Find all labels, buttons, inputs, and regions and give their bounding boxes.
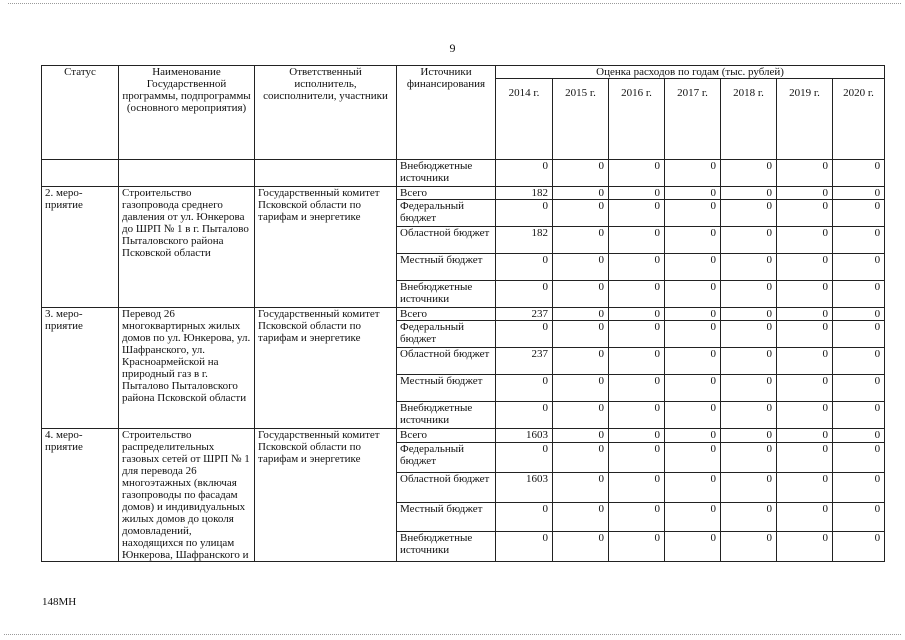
value-cell: 0 [665,308,721,321]
value-cell: 0 [833,375,885,402]
value-cell: 0 [609,375,665,402]
header-year: 2019 г. [777,79,833,160]
value-cell: 237 [496,308,553,321]
value-cell: 0 [721,281,777,308]
responsible-cell [255,160,397,187]
value-cell: 0 [553,281,609,308]
source-cell: Внебюджетные источники [397,402,496,429]
value-cell: 0 [553,187,609,200]
header-name: Наименование Государственной программы, подпрограммы (основного мероприятия) [119,66,255,160]
source-cell: Областной бюджет [397,472,496,502]
table-body [42,160,885,562]
value-cell: 0 [496,375,553,402]
value-cell: 0 [553,472,609,502]
status-cell [42,160,119,187]
header-year: 2015 г. [553,79,609,160]
header-year: 2014 г. [496,79,553,160]
value-cell: 0 [721,429,777,443]
responsible-cell: Государственный комитет Псковской области по тарифам и энергетике [255,187,397,308]
value-cell: 0 [553,532,609,562]
source-cell: Федеральный бюджет [397,443,496,473]
value-cell: 0 [833,348,885,375]
source-cell: Всего [397,308,496,321]
value-cell: 0 [496,254,553,281]
header-responsible: Ответственный исполнитель, соисполнители, участники [255,66,397,160]
value-cell: 0 [496,443,553,473]
value-cell: 0 [721,187,777,200]
value-cell: 0 [609,348,665,375]
value-cell: 0 [833,281,885,308]
value-cell: 0 [721,254,777,281]
value-cell: 0 [777,160,833,187]
value-cell: 0 [553,348,609,375]
value-cell: 0 [721,321,777,348]
value-cell: 0 [609,187,665,200]
document-code: 148МН [42,596,77,608]
value-cell: 0 [665,472,721,502]
value-cell: 0 [609,321,665,348]
value-cell: 0 [721,502,777,532]
value-cell: 0 [496,502,553,532]
value-cell: 0 [833,254,885,281]
value-cell: 0 [721,443,777,473]
status-cell: 3. меро- приятие [42,308,119,429]
value-cell: 0 [496,402,553,429]
value-cell: 0 [553,200,609,227]
value-cell: 0 [665,402,721,429]
value-cell: 0 [609,472,665,502]
value-cell: 0 [553,443,609,473]
responsible-cell: Государственный комитет Псковской области по тарифам и энергетике [255,429,397,562]
value-cell: 0 [665,160,721,187]
bottom-edge-line [4,634,901,635]
value-cell: 0 [833,321,885,348]
header-sources: Источники финансирования [397,66,496,160]
value-cell: 0 [833,160,885,187]
header-year: 2016 г. [609,79,665,160]
name-cell: Перевод 26 многоквартирных жилых домов по ул. Юнкерова, ул. Шафранского, ул. Красноармейской на природный газ в г. Пыталово Пыталовского района Псковской области [119,308,255,429]
value-cell: 0 [609,200,665,227]
value-cell: 0 [777,472,833,502]
value-cell: 0 [777,375,833,402]
value-cell: 0 [609,429,665,443]
value-cell: 0 [721,472,777,502]
value-cell: 0 [777,443,833,473]
value-cell: 0 [721,227,777,254]
source-cell: Внебюджетные источники [397,532,496,562]
value-cell: 0 [833,308,885,321]
value-cell: 0 [609,254,665,281]
name-cell [119,160,255,187]
value-cell: 0 [496,281,553,308]
source-cell: Местный бюджет [397,375,496,402]
value-cell: 0 [609,227,665,254]
value-cell: 0 [721,200,777,227]
value-cell: 0 [665,375,721,402]
value-cell: 0 [777,200,833,227]
value-cell: 0 [665,429,721,443]
value-cell: 0 [721,375,777,402]
value-cell: 0 [721,308,777,321]
value-cell: 0 [833,200,885,227]
value-cell: 0 [721,348,777,375]
value-cell: 0 [665,502,721,532]
source-cell: Областной бюджет [397,227,496,254]
value-cell: 0 [721,532,777,562]
table-row [42,187,885,200]
expenses-table [41,65,885,562]
value-cell: 1603 [496,472,553,502]
source-cell: Всего [397,187,496,200]
table-row [42,308,885,321]
value-cell: 237 [496,348,553,375]
name-cell: Строительство газопровода среднего давления от ул. Юнкерова до ШРП № 1 в г. Пыталово Пыталовского района Псковской области [119,187,255,308]
status-cell: 2. меро- приятие [42,187,119,308]
value-cell: 0 [833,429,885,443]
source-cell: Внебюджетные источники [397,160,496,187]
value-cell: 0 [777,187,833,200]
value-cell: 0 [553,160,609,187]
value-cell: 0 [496,200,553,227]
value-cell: 0 [609,502,665,532]
value-cell: 0 [777,502,833,532]
source-cell: Всего [397,429,496,443]
value-cell: 0 [665,532,721,562]
value-cell: 0 [553,402,609,429]
value-cell: 0 [553,502,609,532]
value-cell: 0 [496,160,553,187]
value-cell: 0 [777,227,833,254]
value-cell: 0 [609,281,665,308]
value-cell: 0 [833,502,885,532]
value-cell: 0 [777,321,833,348]
value-cell: 0 [609,402,665,429]
value-cell: 0 [777,429,833,443]
value-cell: 0 [553,429,609,443]
value-cell: 0 [665,254,721,281]
source-cell: Внебюджетные источники [397,281,496,308]
source-cell: Федеральный бюджет [397,321,496,348]
source-cell: Областной бюджет [397,348,496,375]
source-cell: Федеральный бюджет [397,200,496,227]
value-cell: 0 [553,227,609,254]
value-cell: 0 [609,308,665,321]
value-cell: 0 [833,227,885,254]
value-cell: 0 [553,308,609,321]
top-edge-line [8,3,901,4]
header-estimate: Оценка расходов по годам (тыс. рублей) [496,66,885,79]
value-cell: 0 [553,375,609,402]
responsible-cell: Государственный комитет Псковской области по тарифам и энергетике [255,308,397,429]
value-cell: 0 [665,348,721,375]
value-cell: 0 [665,187,721,200]
value-cell: 0 [665,281,721,308]
value-cell: 0 [833,472,885,502]
source-cell: Местный бюджет [397,502,496,532]
name-cell: Строительство распределительных газовых сетей от ШРП № 1 для перевода 26 многоэтажных (включая газопроводы по фасадам домов) и индивидуальных жилых домов до цоколя домовладений, находящихся по улицам Юнкерова, Шафранского и [119,429,255,562]
value-cell: 0 [609,532,665,562]
header-row-top [42,66,885,79]
source-cell: Местный бюджет [397,254,496,281]
value-cell: 0 [777,402,833,429]
value-cell: 182 [496,227,553,254]
value-cell: 0 [665,227,721,254]
value-cell: 182 [496,187,553,200]
value-cell: 0 [833,187,885,200]
header-status: Статус [42,66,119,160]
value-cell: 0 [721,402,777,429]
status-cell: 4. меро- приятие [42,429,119,562]
value-cell: 0 [609,443,665,473]
value-cell: 0 [833,532,885,562]
value-cell: 0 [665,443,721,473]
value-cell: 0 [609,160,665,187]
value-cell: 1603 [496,429,553,443]
value-cell: 0 [777,348,833,375]
header-year: 2018 г. [721,79,777,160]
value-cell: 0 [665,321,721,348]
value-cell: 0 [777,532,833,562]
value-cell: 0 [777,254,833,281]
value-cell: 0 [777,308,833,321]
value-cell: 0 [777,281,833,308]
header-year: 2020 г. [833,79,885,160]
value-cell: 0 [553,254,609,281]
value-cell: 0 [721,160,777,187]
table-row [42,160,885,187]
value-cell: 0 [833,402,885,429]
page-number: 9 [449,41,456,55]
header-year: 2017 г. [665,79,721,160]
value-cell: 0 [833,443,885,473]
table-row [42,429,885,443]
value-cell: 0 [665,200,721,227]
value-cell: 0 [553,321,609,348]
value-cell: 0 [496,321,553,348]
value-cell: 0 [496,532,553,562]
